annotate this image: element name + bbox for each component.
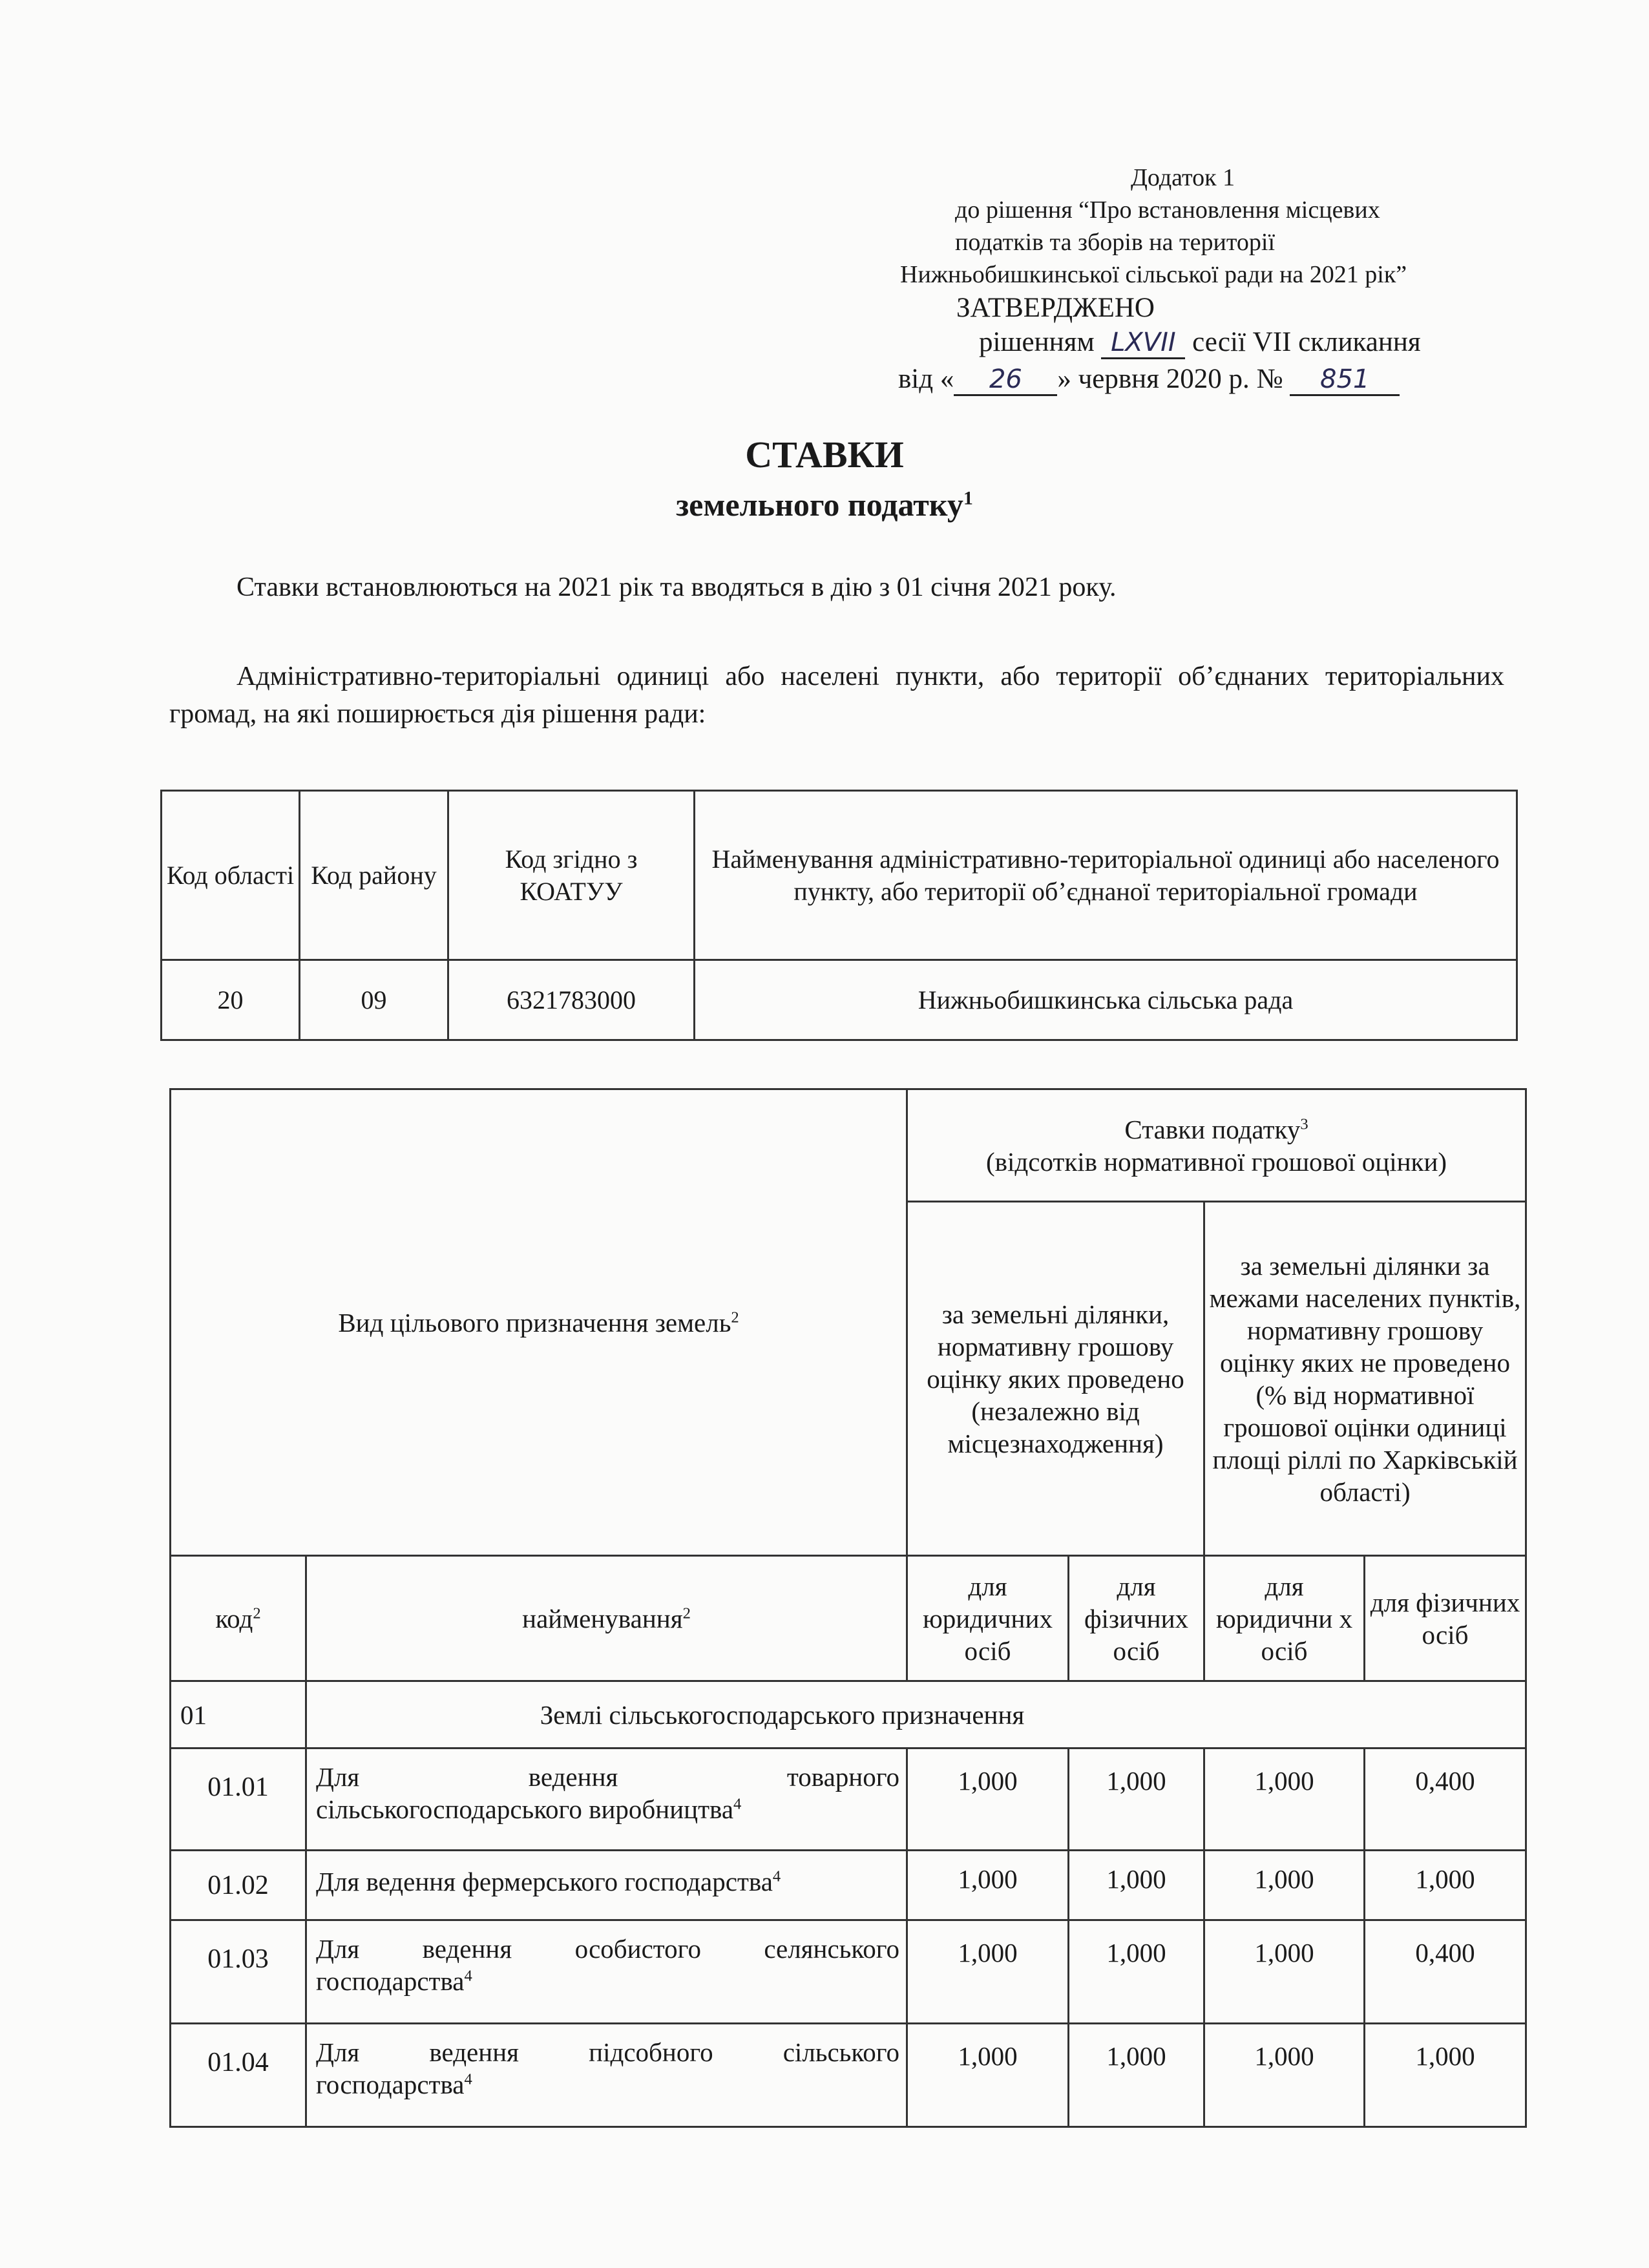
cell-territory-name: Нижньобишкинська сільська рада — [695, 960, 1517, 1040]
row-code: 01.01 — [171, 1748, 306, 1851]
header-tax-rates — [907, 1089, 1526, 1202]
effective-date-paragraph: Ставки встановлюються на 2021 рік та вводяться в дію з 01 січня 2021 року. — [236, 572, 1117, 602]
header-name — [306, 1556, 907, 1681]
cell-koatuu-code: 6321783000 — [448, 960, 695, 1040]
row-value-phys-b: 0,400 — [1365, 1920, 1526, 2024]
row-name-footnote: 4 — [464, 2070, 472, 2088]
row-name-footnote: 4 — [464, 1967, 472, 1985]
row-value-legal-b: 1,000 — [1204, 1748, 1365, 1851]
row-name-line1: Для ведення підсобного сільського — [316, 2037, 900, 2067]
header-assessed-plots: за земельні ділянки, нормативну грошову оцінку яких проведено (незалежно від місцезнаходження) — [907, 1202, 1204, 1556]
row-value-legal-a: 1,000 — [907, 1851, 1069, 1920]
row-value-legal-a: 1,000 — [907, 1920, 1069, 2024]
row-name-footnote: 4 — [733, 1795, 742, 1813]
day-handwritten: 26 — [954, 364, 1057, 396]
row-value-legal-a: 1,000 — [907, 2024, 1069, 2127]
header-oblast-code: Код області — [162, 791, 300, 960]
decision-prefix: рішенням — [979, 327, 1095, 357]
date-prefix: від « — [898, 364, 954, 394]
row-value-phys-a: 1,000 — [1069, 1920, 1204, 2024]
header-koatuu-code: Код згідно з КОАТУУ — [448, 791, 695, 960]
appendix-label: Додаток 1 — [1131, 164, 1235, 191]
row-name — [306, 1748, 907, 1851]
table-row — [171, 1748, 1526, 1851]
row-name-line2: сільськогосподарського виробництва — [316, 1794, 734, 1824]
header-tax-rates-subtitle: (відсотків нормативної грошової оцінки) — [985, 1146, 1447, 1177]
header-tax-rates-footnote: 3 — [1300, 1115, 1308, 1133]
header-legal-entities-b: для юридични х осіб — [1204, 1556, 1365, 1681]
document-title: СТАВКИ — [745, 434, 904, 476]
table-row — [171, 1851, 1526, 1920]
document-subtitle — [0, 486, 1649, 523]
header-land-purpose — [171, 1089, 907, 1556]
session-number-handwritten: LXVII — [1101, 328, 1185, 359]
header-land-purpose-footnote: 2 — [731, 1308, 739, 1326]
row-value-phys-a: 1,000 — [1069, 1748, 1204, 1851]
tax-rates-table — [169, 1088, 1527, 2128]
row-value-legal-a: 1,000 — [907, 1748, 1069, 1851]
appendix-line-4: Нижньобишкинської сільської ради на 2021 рік” — [900, 261, 1407, 288]
row-value-phys-a: 1,000 — [1069, 2024, 1204, 2127]
row-value-legal-b: 1,000 — [1204, 2024, 1365, 2127]
header-tax-rates-title: Ставки податку — [1124, 1114, 1301, 1144]
table-row — [171, 1920, 1526, 2024]
cell-raion-code: 09 — [300, 960, 448, 1040]
header-legal-entities-a: для юридичних осіб — [907, 1556, 1069, 1681]
header-raion-code: Код району — [300, 791, 448, 960]
row-code: 01.02 — [171, 1851, 306, 1920]
row-value-legal-b: 1,000 — [1204, 1851, 1365, 1920]
decision-line — [979, 326, 1421, 359]
header-individuals-a: для фізичних осіб — [1069, 1556, 1204, 1681]
territory-table — [160, 790, 1518, 1041]
cell-oblast-code: 20 — [162, 960, 300, 1040]
row-code: 01.04 — [171, 2024, 306, 2127]
row-value-phys-b: 1,000 — [1365, 2024, 1526, 2127]
row-value-phys-a: 1,000 — [1069, 1851, 1204, 1920]
approved-label: ЗАТВЕРДЖЕНО — [956, 293, 1155, 323]
row-name — [306, 2024, 907, 2127]
appendix-line-2: до рішення “Про встановлення місцевих — [955, 196, 1380, 224]
appendix-line-3: податків та зборів на території — [955, 229, 1276, 256]
subtitle-text: земельного податку — [676, 487, 963, 523]
row-name-line1: Для ведення фермерського господарства — [316, 1867, 773, 1896]
territories-paragraph: Адміністративно-територіальні одиниці або населені пункти, або території об’єднаних територіальних громад, на які поширюється дія рішення ради: — [169, 662, 1504, 729]
decision-number-handwritten: 851 — [1290, 364, 1400, 396]
header-code-text: код — [215, 1603, 253, 1633]
subtitle-footnote: 1 — [963, 487, 973, 509]
header-not-assessed-plots: за земельні ділянки за межами населених пунктів, нормативну грошову оцінку яких не проведено (% від нормативної грошової оцінки одиниці площі ріллі по Харківській області) — [1204, 1202, 1526, 1556]
row-name-line1: Для ведення особистого селянського — [316, 1934, 900, 1964]
header-name-text: найменування — [522, 1603, 683, 1633]
table-row — [171, 2024, 1526, 2127]
decision-suffix: сесії VII скликання — [1192, 327, 1421, 357]
date-line — [898, 363, 1400, 396]
row-name-line1: Для ведення товарного — [316, 1762, 900, 1792]
header-code — [171, 1556, 306, 1681]
row-name — [306, 1851, 907, 1920]
header-territory-name: Найменування адміністративно-територіальної одиниці або населеного пункту, або території об’єднаної територіальної громади — [695, 791, 1517, 960]
header-name-footnote: 2 — [682, 1604, 691, 1622]
row-name-line2: господарства — [316, 2070, 465, 2099]
row-value-phys-b: 0,400 — [1365, 1748, 1526, 1851]
row-value-phys-b: 1,000 — [1365, 1851, 1526, 1920]
date-suffix: » червня 2020 р. № — [1057, 364, 1283, 394]
header-land-purpose-text: Вид цільового призначення земель — [338, 1307, 731, 1338]
header-individuals-b: для фізичних осіб — [1365, 1556, 1526, 1681]
row-value-legal-b: 1,000 — [1204, 1920, 1365, 2024]
header-code-footnote: 2 — [253, 1604, 261, 1622]
row-name-line2: господарства — [316, 1966, 465, 1996]
section-code: 01 — [171, 1681, 306, 1748]
section-name: Землі сільськогосподарського призначення — [306, 1681, 1526, 1748]
row-code: 01.03 — [171, 1920, 306, 2024]
row-name — [306, 1920, 907, 2024]
row-name-footnote: 4 — [772, 1867, 781, 1885]
